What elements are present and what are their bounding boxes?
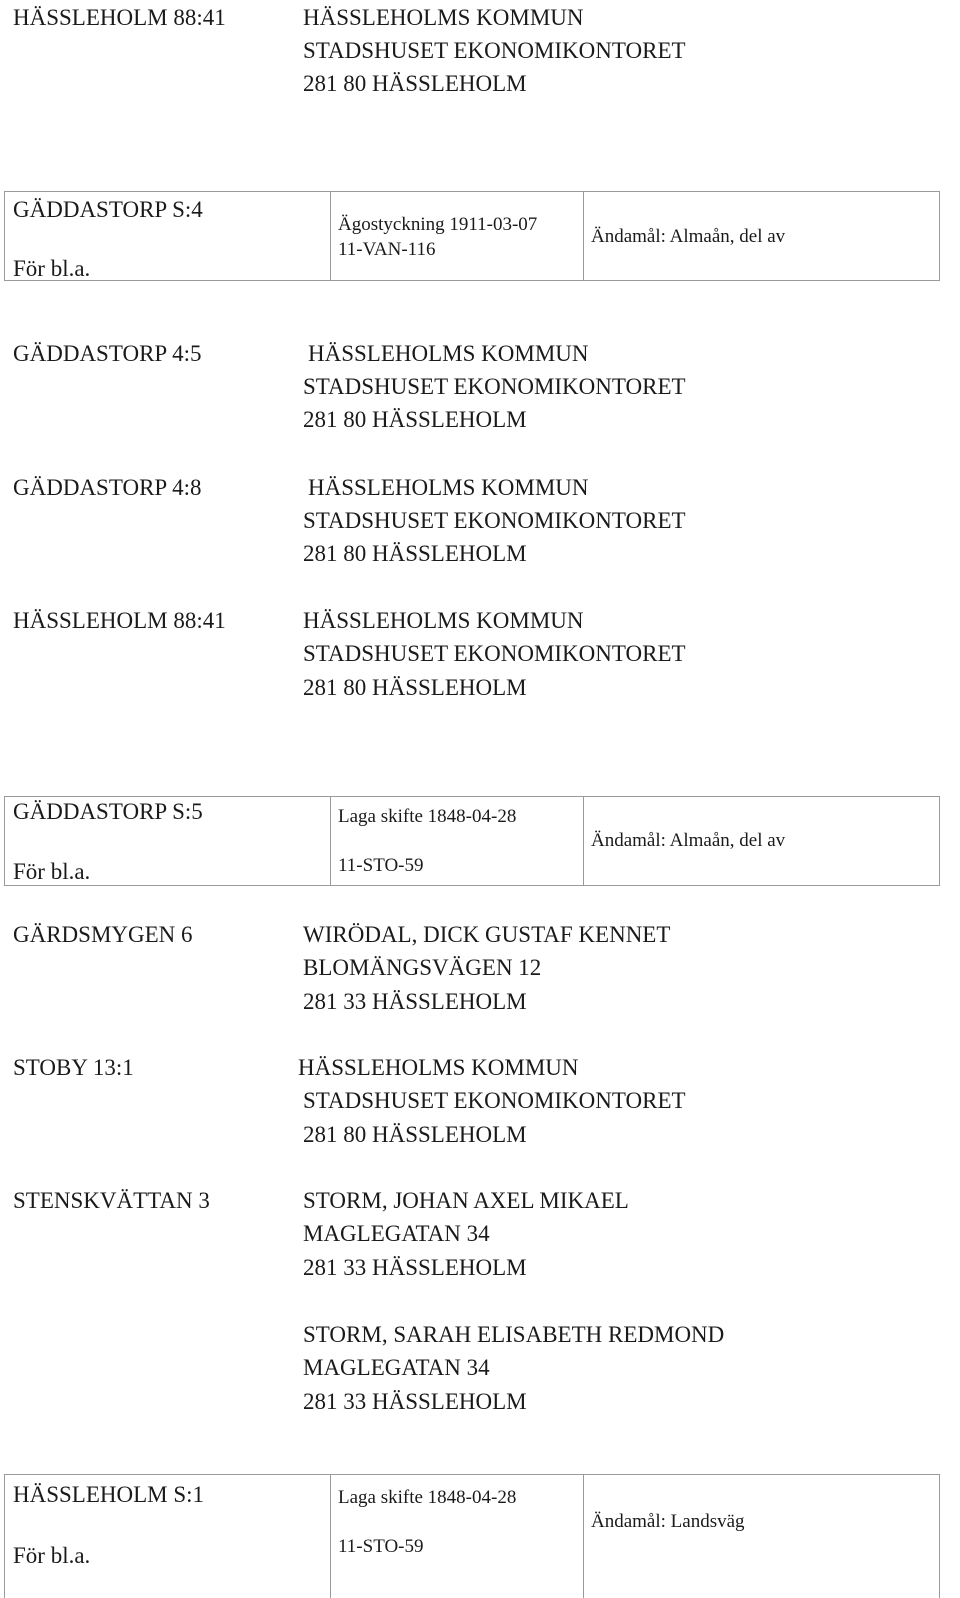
for-note: För bl.a. <box>13 256 91 281</box>
owner-postal: 281 33 HÄSSLEHOLM <box>303 1255 527 1280</box>
column-divider <box>330 1474 331 1598</box>
owner-address: MAGLEGATAN 34 <box>303 1355 490 1380</box>
act-description: Laga skifte 1848-04-28 <box>338 806 517 827</box>
owner-postal: 281 33 HÄSSLEHOLM <box>303 1389 527 1414</box>
owner-postal: 281 80 HÄSSLEHOLM <box>303 1122 527 1147</box>
property-designation: GÄDDASTORP S:4 <box>13 197 203 222</box>
owner-address: STADSHUSET EKONOMIKONTORET <box>303 38 686 63</box>
column-divider <box>330 191 331 281</box>
owner-address: STADSHUSET EKONOMIKONTORET <box>303 508 686 533</box>
owner-name: HÄSSLEHOLMS KOMMUN <box>303 608 584 633</box>
act-description: Ägostyckning 1911-03-07 <box>338 214 538 235</box>
owner-name: HÄSSLEHOLMS KOMMUN <box>308 341 589 366</box>
act-description: Laga skifte 1848-04-28 <box>338 1487 517 1508</box>
column-divider <box>583 191 584 281</box>
owner-address: STADSHUSET EKONOMIKONTORET <box>303 641 686 666</box>
owner-postal: 281 80 HÄSSLEHOLM <box>303 407 527 432</box>
for-note: För bl.a. <box>13 859 91 884</box>
property-designation: GÄDDASTORP S:5 <box>13 799 203 824</box>
property-designation: HÄSSLEHOLM S:1 <box>13 1482 205 1507</box>
owner-address: MAGLEGATAN 34 <box>303 1221 490 1246</box>
owner-name: STORM, SARAH ELISABETH REDMOND <box>303 1322 725 1347</box>
property-designation: HÄSSLEHOLM 88:41 <box>13 608 226 633</box>
owner-name: HÄSSLEHOLMS KOMMUN <box>298 1055 579 1080</box>
column-divider <box>583 1474 584 1598</box>
purpose: Ändamål: Almaån, del av <box>591 830 786 851</box>
act-id: 11-STO-59 <box>338 1536 424 1557</box>
owner-name: WIRÖDAL, DICK GUSTAF KENNET <box>303 922 671 947</box>
property-designation: GÄRDSMYGEN 6 <box>13 922 193 947</box>
owner-address: BLOMÄNGSVÄGEN 12 <box>303 955 542 980</box>
column-divider <box>583 796 584 886</box>
owner-address: STADSHUSET EKONOMIKONTORET <box>303 374 686 399</box>
property-designation: STENSKVÄTTAN 3 <box>13 1188 210 1213</box>
purpose: Ändamål: Landsväg <box>591 1511 745 1532</box>
act-id: 11-VAN-116 <box>338 239 436 260</box>
purpose: Ändamål: Almaån, del av <box>591 226 786 247</box>
property-designation: GÄDDASTORP 4:8 <box>13 475 202 500</box>
owner-postal: 281 80 HÄSSLEHOLM <box>303 71 527 96</box>
property-designation: STOBY 13:1 <box>13 1055 134 1080</box>
owner-name: HÄSSLEHOLMS KOMMUN <box>308 475 589 500</box>
owner-address: STADSHUSET EKONOMIKONTORET <box>303 1088 686 1113</box>
owner-postal: 281 80 HÄSSLEHOLM <box>303 541 527 566</box>
owner-postal: 281 33 HÄSSLEHOLM <box>303 989 527 1014</box>
owner-name: STORM, JOHAN AXEL MIKAEL <box>303 1188 629 1213</box>
property-designation: GÄDDASTORP 4:5 <box>13 341 202 366</box>
owner-postal: 281 80 HÄSSLEHOLM <box>303 675 527 700</box>
for-note: För bl.a. <box>13 1543 91 1568</box>
property-designation: HÄSSLEHOLM 88:41 <box>13 5 226 30</box>
owner-name: HÄSSLEHOLMS KOMMUN <box>303 5 584 30</box>
act-id: 11-STO-59 <box>338 855 424 876</box>
column-divider <box>330 796 331 886</box>
